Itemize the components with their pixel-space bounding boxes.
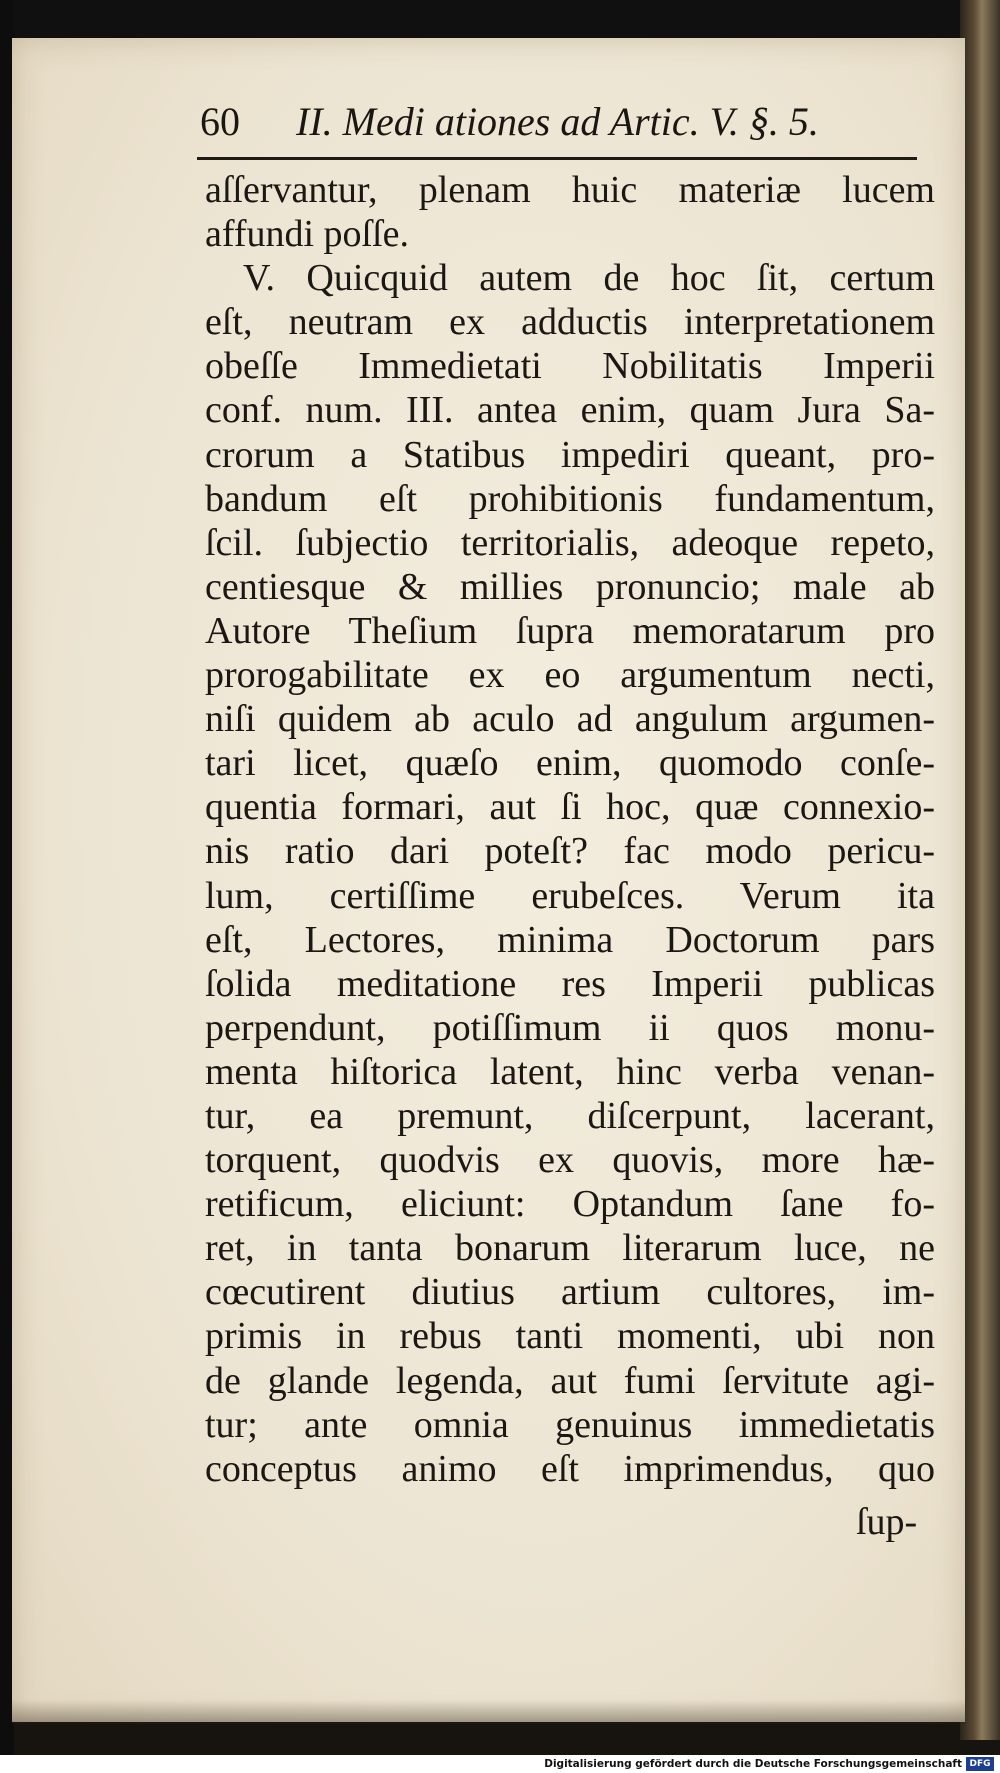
text-line: prorogabilitate ex eo argumentum necti,	[205, 654, 935, 697]
digitization-credit: Digitalisierung gefördert durch die Deutsche Forschungsgemeinschaft	[544, 1758, 962, 1770]
text-line: torquent, quodvis ex quovis, more hæ-	[205, 1139, 935, 1182]
text-line: V. Quicquid autem de hoc ſit, certum	[243, 257, 935, 300]
text-line: eſt, neutram ex adductis interpretationem	[205, 301, 935, 344]
text-line: niſi quidem ab aculo ad angulum argumen-	[205, 698, 935, 741]
scan-top-border	[0, 0, 1000, 40]
text-line: ſolida meditatione res Imperii publicas	[205, 962, 935, 1005]
text-line: cœcutirent diutius artium cultores, im-	[205, 1271, 935, 1314]
text-line: obeſſe Immedietati Nobilitatis Imperii	[205, 345, 935, 388]
text-line: conf. num. III. antea enim, quam Jura Sa-	[205, 389, 935, 432]
text-line: nis ratio dari poteſt? fac modo pericu-	[205, 830, 935, 873]
text-line: affundi poſſe.	[205, 213, 410, 256]
body-text	[205, 168, 935, 1491]
text-line: quentia formari, aut ſi hoc, quæ connexio-	[205, 786, 935, 829]
text-line: retificum, eliciunt: Optandum ſane fo-	[205, 1183, 935, 1226]
text-line: primis in rebus tanti momenti, ubi non	[205, 1315, 935, 1358]
header-rule	[197, 157, 917, 160]
text-line: tur, ea premunt, diſcerpunt, lacerant,	[205, 1094, 935, 1137]
text-line: bandum eſt prohibitionis fundamentum,	[205, 477, 935, 520]
text-line: aſſervantur, plenam huic materiæ lucem	[205, 169, 935, 211]
text-line: tari licet, quæſo enim, quomodo conſe-	[205, 742, 935, 785]
text-line: eſt, Lectores, minima Doctorum pars	[205, 918, 935, 961]
dfg-logo: DFG	[966, 1757, 994, 1771]
text-line: tur; ante omnia genuinus immedietatis	[205, 1403, 935, 1446]
text-line: ſcil. ſubjectio territorialis, adeoque repeto,	[205, 521, 935, 564]
running-title: II. Medi ationes ad Artic. V. §. 5.	[296, 99, 819, 144]
text-line: perpendunt, potiſſimum ii quos monu-	[205, 1006, 935, 1049]
text-line: conceptus animo eſt imprimendus, quo	[205, 1447, 935, 1490]
text-line: ret, in tanta bonarum literarum luce, ne	[205, 1227, 935, 1270]
catchword: ſup-	[856, 1501, 918, 1543]
page-number: 60	[200, 99, 240, 144]
book-page-edges	[960, 0, 1000, 1740]
text-line: centiesque & millies pronuncio; male ab	[205, 565, 935, 608]
page-header	[200, 96, 940, 148]
page-bottom-shadow	[12, 1700, 965, 1724]
text-line: lum, certiſſime erubeſces. Verum ita	[205, 874, 935, 917]
text-line: Autore Theſium ſupra memoratarum pro	[205, 609, 935, 652]
text-line: crorum a Statibus impediri queant, pro-	[205, 433, 935, 476]
text-line: menta hiſtorica latent, hinc verba venan-	[205, 1050, 935, 1093]
text-line: de glande legenda, aut fumi ſervitute agi-	[205, 1359, 935, 1402]
